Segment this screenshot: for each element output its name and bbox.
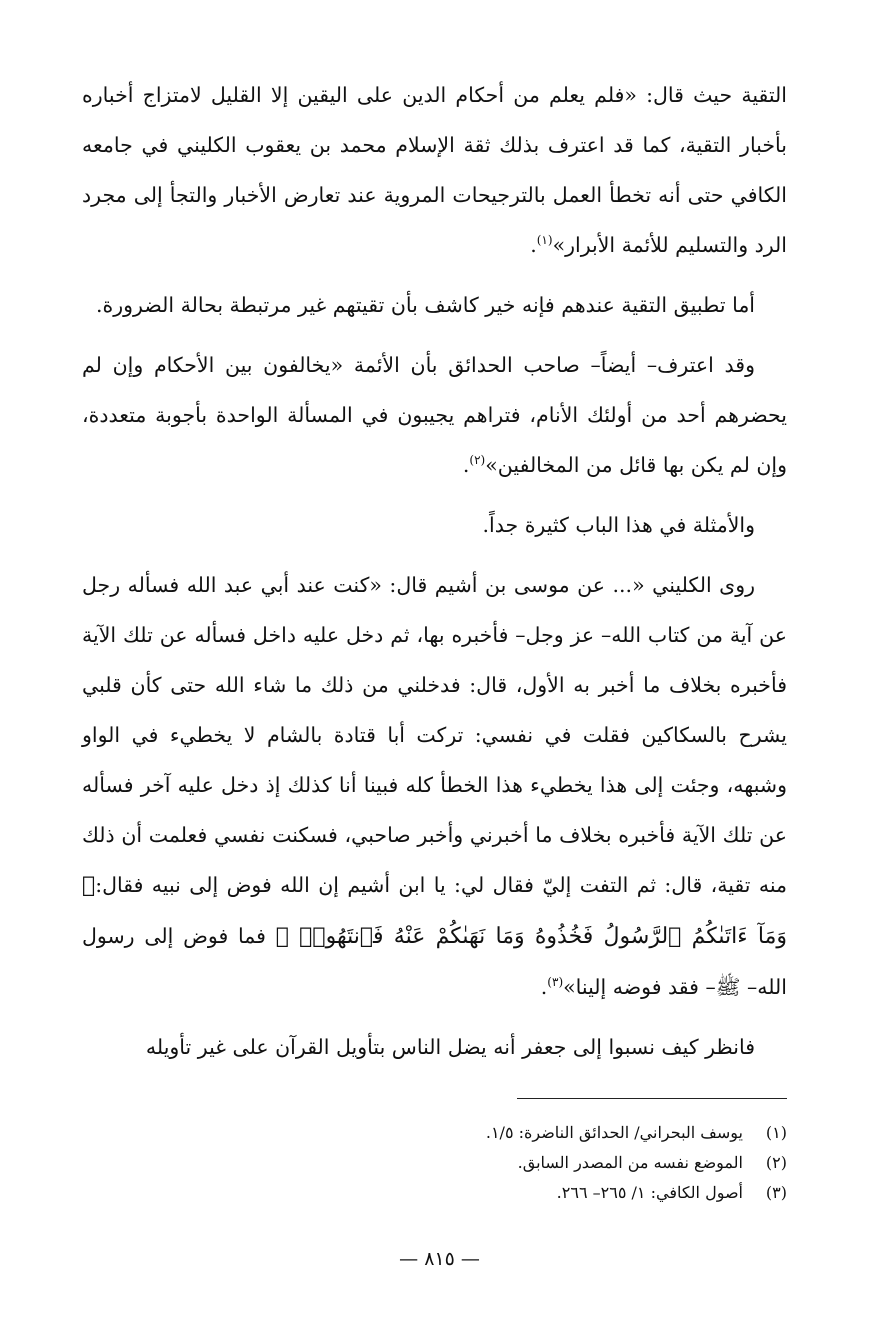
paragraph-3-text: وقد اعترف– أيضاً– صاحب الحدائق بأن الأئمة «يخالفون بين الأحكام وإن لم يحضرهم أحد من أولئك الأنام، فتراهم يجيبون في المسألة الواحدة بأجوبة متعددة، وإن لم يكن بها قائل من المخالفين» [82, 353, 787, 477]
paragraph-4-text: والأمثلة في هذا الباب كثيرة جداً. [482, 513, 755, 537]
paragraph-5-continued: فما فوض إلى رسول الله– ﷺ– فقد فوضه إلينا» [82, 924, 787, 999]
paragraph-1-text: التقية حيث قال: «فلم يعلم من أحكام الدين على اليقين إلا القليل لامتزاج أخباره بأخبار التقية، كما قد اعترف بذلك ثقة الإسلام محمد بن يعقوب الكليني في جامعه الكافي حتى أنه تخطأ العمل بالترجيحات المروية عند تعارض الأخبار والتجأ إلى مجرد الرد والتسليم للأئمة الأبرار» [82, 83, 787, 257]
footnote-3-number: (٣) [765, 1183, 787, 1202]
paragraph-1-end: . [530, 233, 537, 257]
paragraph-3-end: . [462, 453, 470, 477]
paragraph-2 [82, 280, 787, 330]
footnote-2-text: الموضع نفسه من المصدر السابق. [517, 1153, 743, 1172]
footnote-2 [337, 1148, 787, 1178]
paragraph-5-end: . [540, 975, 548, 999]
paragraph-6 [82, 1022, 787, 1072]
footnote-1-text: يوسف البحراني/ الحدائق الناضرة: ١/٥. [485, 1123, 743, 1142]
paragraph-5-text: روى الكليني «... عن موسى بن أشيم قال: «كنت عند أبي عبد الله فسأله رجل عن آية من كتاب الله– عز وجل– فأخبره بها، ثم دخل عليه داخل فسأله عن تلك الآية فأخبره بخلاف ما أخبر به الأول، قال: فدخلني من ذلك ما شاء الله حتى كأن قلبي يشرح بالسكاكين فقلت في نفسي: تركت أبا قتادة بالشام لا يخطيء في الواو وشبهه، وجئت إلى هذا يخطيء هذا الخطأ كله فبينا أنا كذلك إذ دخل عليه آخر فسأله عن تلك الآية فأخبره بخلاف ما أخبرني وأخبر صاحبي، فسكنت نفسي فعلمت أن ذلك منه تقية، قال: ثم التفت إليّ فقال لي: يا ابن أشيم إن الله فوض إلى نبيه فقال: [82, 573, 787, 897]
footnote-1 [337, 1118, 787, 1148]
footnote-ref-2: (٢) [469, 453, 486, 468]
footnote-ref-3: (٣) [547, 975, 564, 990]
footnote-3-text: أصول الكافي: ١/ ٢٦٥– ٢٦٦. [556, 1183, 743, 1202]
footnote-divider [517, 1098, 787, 1099]
paragraph-6-text: فانظر كيف نسبوا إلى جعفر أنه يضل الناس بتأويل القرآن على غير تأويله [145, 1035, 755, 1059]
footnotes [337, 1118, 787, 1208]
paragraph-5 [82, 560, 787, 1012]
footnote-3 [337, 1178, 787, 1208]
paragraph-4 [82, 500, 787, 550]
page-body [82, 70, 787, 1072]
footnote-ref-1: (١) [536, 233, 553, 248]
footnote-1-number: (١) [765, 1123, 787, 1142]
quran-verse: ﴿ وَمَآ ءَاتَىٰكُمُ ٱلرَّسُولُ فَخُذُوهُ وَمَا نَهَىٰكُمْ عَنْهُ فَٱنتَهُوا۟ ﴾ [82, 873, 787, 949]
page-number: — ٨١٥ — [399, 1248, 480, 1270]
footnote-2-number: (٢) [765, 1153, 787, 1172]
paragraph-2-text: أما تطبيق التقية عندهم فإنه خير كاشف بأن تقيتهم غير مرتبطة بحالة الضرورة. [96, 293, 755, 317]
paragraph-1 [82, 70, 787, 270]
paragraph-3 [82, 340, 787, 490]
